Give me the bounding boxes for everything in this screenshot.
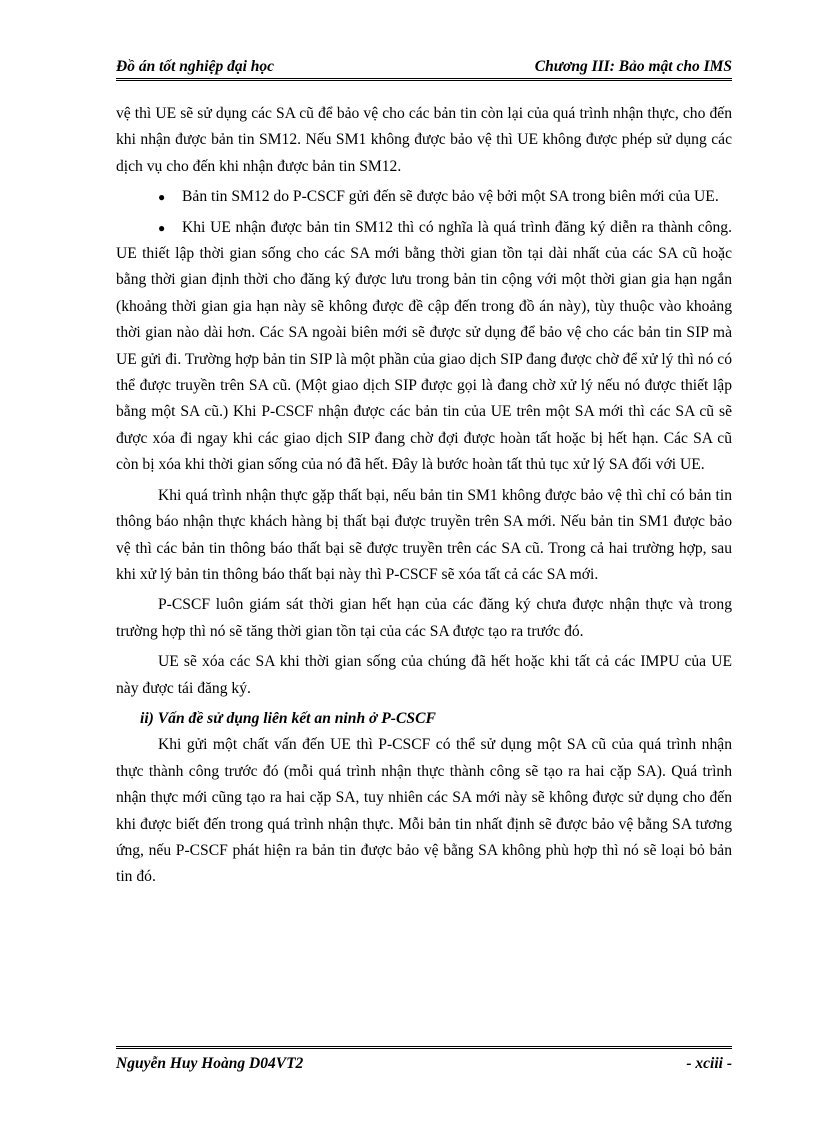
bullet-dot-icon: ● — [158, 190, 166, 205]
bullet-dot-icon: ● — [158, 220, 166, 235]
paragraph-auth-failure: Khi quá trình nhận thực gặp thất bại, nếu bản tin SM1 không được bảo vệ thì chỉ có bản tin thông báo nhận thực khách hàng bị thất bại được truyền trên SA mới. Nếu bản tin SM1 được bảo vệ thì các bản tin thông báo thất bại sẽ được truyền trên các SA cũ. Trong cả hai trường hợp, sau khi xử lý bản tin thông báo thất bại này thì P-CSCF sẽ xóa tất cả các SA mới. — [116, 486, 732, 583]
bullet-text-1: Bản tin SM12 do P-CSCF gửi đến sẽ được bảo vệ bởi một SA trong biên mới của UE. — [182, 188, 719, 206]
paragraph-ue-delete: UE sẽ xóa các SA khi thời gian sống của chúng đã hết hoặc khi tất cả các IMPU của UE này được tái đăng ký. — [116, 653, 732, 697]
paragraph-continuation: vệ thì UE sẽ sử dụng các SA cũ để bảo vệ cho các bản tin còn lại của quá trình nhận thực, cho đến khi nhận được bản tin SM12. Nếu SM1 không được bảo vệ thì UE không được phép sử dụng các dịch vụ cho đến khi nhận được bản tin SM12. — [116, 105, 732, 175]
bullet-item-1 — [116, 184, 732, 210]
page-number: - xciii - — [686, 1055, 732, 1072]
page-content — [116, 101, 732, 895]
footer-author: Nguyễn Huy Hoàng D04VT2 — [116, 1055, 304, 1072]
bullet-item-2 — [116, 215, 732, 479]
header-left-title: Đồ án tốt nghiệp đại học — [116, 58, 275, 75]
paragraph-pcscf-monitor: P-CSCF luôn giám sát thời gian hết hạn của các đăng ký chưa được nhận thực và trong trường hợp thì nó sẽ tăng thời gian tồn tại của các SA được tạo ra trước đó. — [116, 596, 732, 640]
page-footer — [116, 1046, 732, 1085]
section-subheading: ii) Vấn đề sử dụng liên kết an ninh ở P-CSCF — [140, 709, 436, 727]
page-header — [116, 50, 732, 81]
paragraph-sa-usage: Khi gửi một chất vấn đến UE thì P-CSCF có thể sử dụng một SA cũ của quá trình nhận thực thành công trước đó (mỗi quá trình nhận thực thành công sẽ tạo ra hai cặp SA). Quá trình nhận thực mới cũng tạo ra hai cặp SA, tuy nhiên các SA mới này sẽ không được sử dụng cho đến khi được biết đến trong quá trình nhận thực. Mỗi bản tin nhất định sẽ được bảo vệ bằng SA tương ứng, nếu P-CSCF phát hiện ra bản tin được bảo vệ bằng SA không phù hợp thì nó sẽ loại bỏ bản tin đó. — [116, 736, 732, 886]
bullet-text-2: Khi UE nhận được bản tin SM12 thì có nghĩa là quá trình đăng ký diễn ra thành công. UE thiết lập thời gian sống cho các SA mới bằng thời gian tồn tại dài nhất của các SA cũ hoặc bằng thời gian định thời cho đăng ký được lưu trong bản tin cộng với một thời gian gia hạn ngắn (khoảng thời gian gia hạn này sẽ không được đề cập đến trong đồ án này), tùy thuộc vào khoảng thời gian nào dài hơn. Các SA ngoài biên mới sẽ được sử dụng để bảo vệ cho các bản tin SIP mà UE gửi đi. Trường hợp bản tin SIP là một phần của giao dịch SIP đang được chờ để xử lý thì nó có thể được truyền trên SA cũ. (Một giao dịch SIP được gọi là đang chờ xử lý nếu nó được thiết lập bằng một SA cũ.) Khi P-CSCF nhận được các bản tin của UE trên một SA mới thì các SA cũ sẽ được xóa đi ngay khi các giao dịch SIP đang chờ đợi được hoàn tất hoặc bị hết hạn. Các SA cũ còn bị xóa khi thời gian sống của nó đã hết. Đây là bước hoàn tất thủ tục xử lý SA đối với UE. — [116, 218, 732, 474]
header-right-chapter: Chương III: Bảo mật cho IMS — [534, 58, 732, 75]
